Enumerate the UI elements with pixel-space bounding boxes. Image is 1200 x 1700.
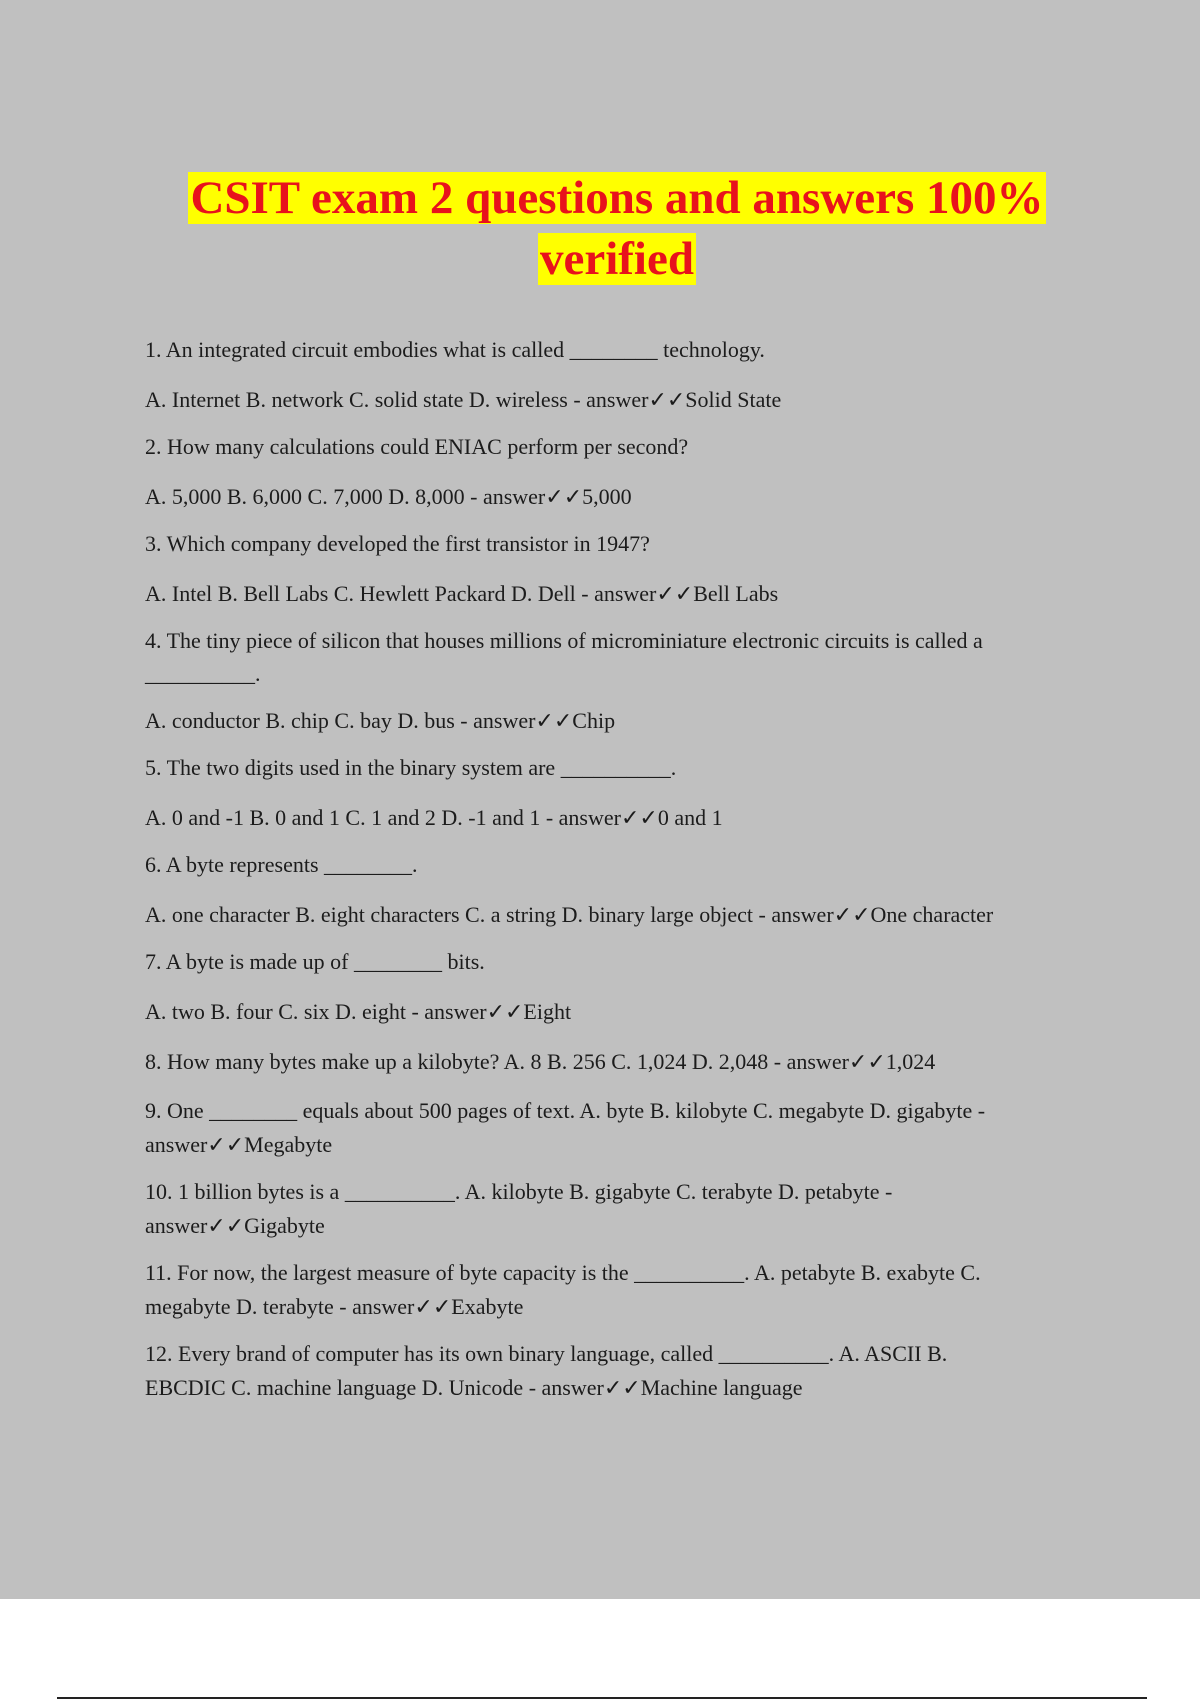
question-12-cont: EBCDIC C. machine language D. Unicode - answer✓✓Machine language	[145, 1375, 803, 1400]
question-1: 1. An integrated circuit embodies what is called ________ technology.	[145, 337, 765, 362]
answer-5: A. 0 and -1 B. 0 and 1 C. 1 and 2 D. -1 and 1 - answer✓✓0 and 1	[145, 805, 723, 830]
question-10-cont: answer✓✓Gigabyte	[145, 1213, 325, 1238]
answer-6: A. one character B. eight characters C. a string D. binary large object - answer✓✓One character	[145, 902, 994, 927]
question-4: 4. The tiny piece of silicon that houses millions of microminiature electronic circuits is called a	[145, 628, 983, 653]
title-line-1: CSIT exam 2 questions and answers 100%	[190, 172, 1044, 224]
page-title	[0, 168, 1200, 290]
question-11-cont: megabyte D. terabyte - answer✓✓Exabyte	[145, 1294, 524, 1319]
answer-1: A. Internet B. network C. solid state D. wireless - answer✓✓Solid State	[145, 387, 782, 412]
title-line-2: verified	[540, 233, 694, 285]
question-5: 5. The two digits used in the binary system are __________.	[145, 755, 677, 780]
question-2: 2. How many calculations could ENIAC perform per second?	[145, 434, 689, 459]
footer-divider	[57, 1697, 1147, 1699]
answer-7: A. two B. four C. six D. eight - answer✓✓Eight	[145, 999, 572, 1024]
question-3: 3. Which company developed the first transistor in 1947?	[145, 531, 650, 556]
answer-2: A. 5,000 B. 6,000 C. 7,000 D. 8,000 - answer✓✓5,000	[145, 484, 632, 509]
question-9: 9. One ________ equals about 500 pages of text. A. byte B. kilobyte C. megabyte D. gigabyte -	[145, 1098, 986, 1123]
question-6: 6. A byte represents ________.	[145, 852, 418, 877]
answer-3: A. Intel B. Bell Labs C. Hewlett Packard D. Dell - answer✓✓Bell Labs	[145, 581, 779, 606]
question-11: 11. For now, the largest measure of byte capacity is the __________. A. petabyte B. exabyte C.	[145, 1260, 981, 1285]
question-12: 12. Every brand of computer has its own binary language, called __________. A. ASCII B.	[145, 1341, 948, 1366]
question-8: 8. How many bytes make up a kilobyte? A. 8 B. 256 C. 1,024 D. 2,048 - answer✓✓1,024	[145, 1049, 936, 1074]
question-9-cont: answer✓✓Megabyte	[145, 1132, 333, 1157]
answer-4: A. conductor B. chip C. bay D. bus - answer✓✓Chip	[145, 708, 616, 733]
question-7: 7. A byte is made up of ________ bits.	[145, 949, 485, 974]
question-4-blank: __________.	[145, 661, 261, 686]
question-10: 10. 1 billion bytes is a __________. A. kilobyte B. gigabyte C. terabyte D. petabyte -	[145, 1179, 893, 1204]
